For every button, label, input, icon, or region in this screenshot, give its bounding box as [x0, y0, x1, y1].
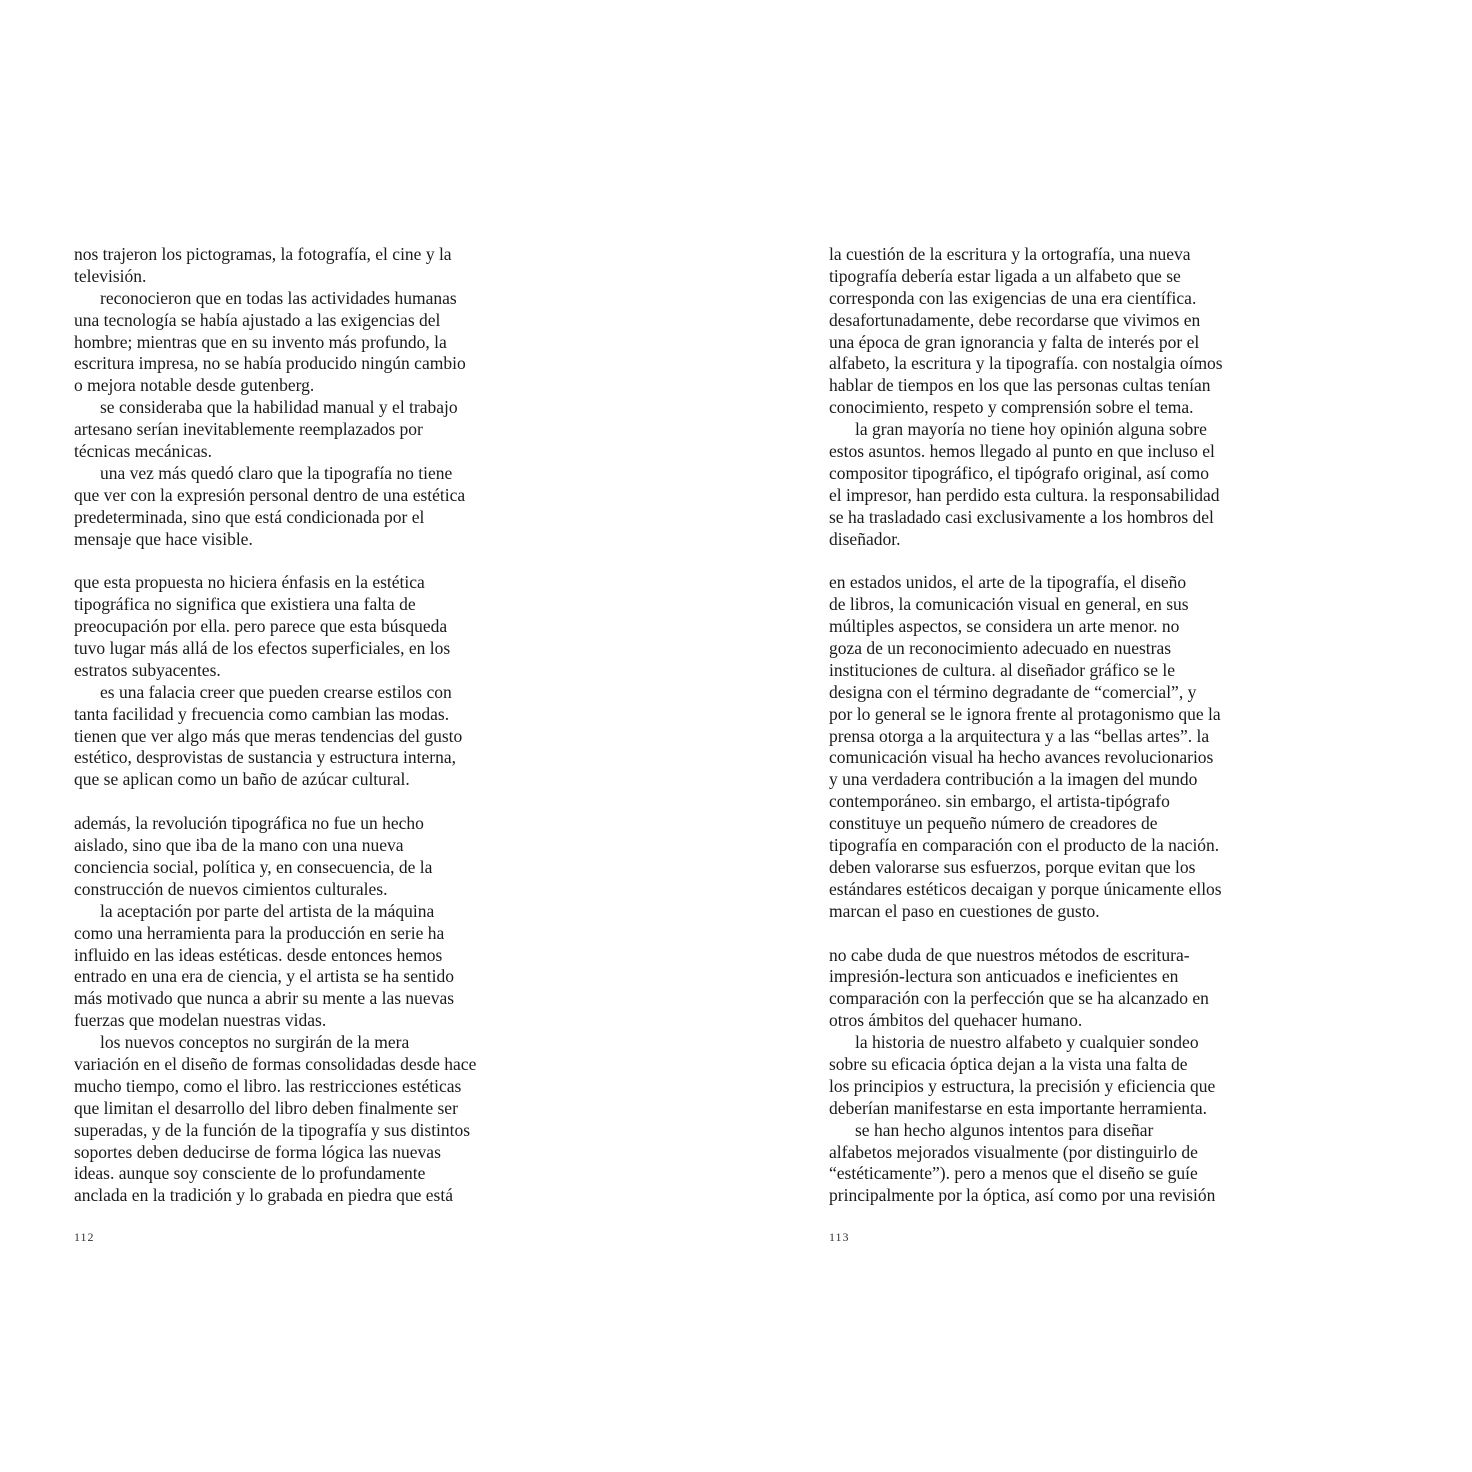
- text-line: tanta facilidad y frecuencia como cambian las modas.: [74, 703, 450, 724]
- text-line: deberían manifestarse en esta importante herramienta.: [829, 1097, 1208, 1118]
- text-line: anclada en la tradición y lo grabada en piedra que está: [74, 1185, 453, 1206]
- text-line: técnicas mecánicas.: [74, 441, 212, 462]
- text-line: tienen que ver algo más que meras tendencias del gusto: [74, 725, 463, 746]
- text-line: influido en las ideas estéticas. desde entonces hemos: [74, 944, 443, 965]
- text-line: o mejora notable desde gutenberg.: [74, 375, 315, 396]
- paragraph-gap: [829, 550, 1309, 572]
- text-line: el impresor, han perdido esta cultura. la responsabilidad: [829, 484, 1220, 505]
- text-line: hablar de tiempos en los que las personas cultas tenían: [829, 375, 1211, 396]
- text-line: los nuevos conceptos no surgirán de la mera: [100, 1032, 410, 1053]
- text-line: conocimiento, respeto y comprensión sobre el tema.: [829, 397, 1194, 418]
- text-line: constituye un pequeño número de creadores de: [829, 813, 1158, 834]
- left-page-text: [74, 244, 554, 1207]
- text-line: sobre su eficacia óptica dejan a la vista una falta de: [829, 1053, 1188, 1074]
- text-line: por lo general se le ignora frente al protagonismo que la: [829, 703, 1221, 724]
- text-line: superadas, y de la función de la tipografía y sus distintos: [74, 1119, 471, 1140]
- text-line: de libros, la comunicación visual en general, en sus: [829, 594, 1189, 615]
- text-line: nos trajeron los pictogramas, la fotografía, el cine y la: [74, 244, 452, 264]
- text-line: alfabeto, la escritura y la tipografía. con nostalgia oímos: [829, 353, 1223, 374]
- text-line: escritura impresa, no se había producido ningún cambio: [74, 353, 466, 374]
- text-line: prensa otorga a la arquitectura y a las “bellas artes”. la: [829, 725, 1210, 746]
- text-line: que se aplican como un baño de azúcar cultural.: [74, 769, 410, 790]
- text-line: como una herramienta para la producción en serie ha: [74, 922, 445, 943]
- text-line: soportes deben deducirse de forma lógica las nuevas: [74, 1141, 441, 1162]
- text-line: “estéticamente”). pero a menos que el diseño se guíe: [829, 1163, 1198, 1184]
- text-line: goza de un reconocimiento adecuado en nuestras: [829, 638, 1172, 659]
- text-line: entrado en una era de ciencia, y el artista se ha sentido: [74, 966, 454, 987]
- text-line: más motivado que nunca a abrir su mente a las nuevas: [74, 988, 455, 1009]
- text-line: impresión-lectura son anticuados e ineficientes en: [829, 966, 1179, 987]
- text-line: compositor tipográfico, el tipógrafo original, así como: [829, 462, 1210, 483]
- text-line: construcción de nuevos cimientos culturales.: [74, 878, 388, 899]
- text-line: una tecnología se había ajustado a las exigencias del: [74, 309, 441, 330]
- paragraph-gap: [74, 550, 554, 572]
- text-line: estándares estéticos decaigan y porque únicamente ellos: [829, 878, 1222, 899]
- text-line: hombre; mientras que en su invento más profundo, la: [74, 331, 447, 352]
- text-line: tipográfica no significa que existiera una falta de: [74, 594, 416, 615]
- text-line: mensaje que hace visible.: [74, 528, 253, 549]
- text-line: otros ámbitos del quehacer humano.: [829, 1010, 1083, 1031]
- text-line: los principios y estructura, la precisión y eficiencia que: [829, 1075, 1216, 1096]
- text-line: tipografía en comparación con el producto de la nación.: [829, 835, 1220, 856]
- text-line: es una falacia creer que pueden crearse estilos con: [100, 681, 452, 702]
- text-line: ideas. aunque soy consciente de lo profundamente: [74, 1163, 426, 1184]
- text-line: que esta propuesta no hiciera énfasis en la estética: [74, 572, 425, 593]
- text-line: fuerzas que modelan nuestras vidas.: [74, 1010, 327, 1031]
- text-line: predeterminada, sino que está condicionada por el: [74, 506, 425, 527]
- text-line: en estados unidos, el arte de la tipografía, el diseño: [829, 572, 1187, 593]
- text-line: estos asuntos. hemos llegado al punto en que incluso el: [829, 441, 1215, 462]
- text-line: designa con el término degradante de “comercial”, y: [829, 681, 1197, 702]
- text-line: estético, desprovistas de sustancia y estructura interna,: [74, 747, 456, 768]
- page-number-right: 113: [829, 1230, 850, 1244]
- text-line: la gran mayoría no tiene hoy opinión alguna sobre: [855, 419, 1207, 440]
- text-line: artesano serían inevitablemente reemplazados por: [74, 419, 423, 440]
- text-line: comunicación visual ha hecho avances revolucionarios: [829, 747, 1214, 768]
- text-line: y una verdadera contribución a la imagen del mundo: [829, 769, 1198, 790]
- text-line: alfabetos mejorados visualmente (por distinguirlo de: [829, 1141, 1198, 1162]
- right-page-text: [829, 244, 1309, 1207]
- text-line: diseñador.: [829, 528, 901, 549]
- text-line: reconocieron que en todas las actividades humanas: [100, 287, 457, 308]
- text-line: desafortunadamente, debe recordarse que vivimos en: [829, 309, 1201, 330]
- text-line: aislado, sino que iba de la mano con una nueva: [74, 835, 404, 856]
- text-line: múltiples aspectos, se considera un arte menor. no: [829, 616, 1180, 637]
- text-line: se ha trasladado casi exclusivamente a los hombros del: [829, 506, 1214, 527]
- text-line: una época de gran ignorancia y falta de interés por el: [829, 331, 1200, 352]
- text-line: la aceptación por parte del artista de la máquina: [100, 900, 435, 921]
- text-line: principalmente por la óptica, así como por una revisión: [829, 1185, 1216, 1206]
- text-line: estratos subyacentes.: [74, 659, 221, 680]
- text-line: que limitan el desarrollo del libro deben finalmente ser: [74, 1097, 458, 1118]
- text-line: preocupación por ella. pero parece que esta búsqueda: [74, 616, 448, 637]
- page-number-left: 112: [74, 1230, 95, 1244]
- text-line: deben valorarse sus esfuerzos, porque evitan que los: [829, 856, 1196, 877]
- text-line: contemporáneo. sin embargo, el artista-tipógrafo: [829, 791, 1170, 812]
- text-line: una vez más quedó claro que la tipografía no tiene: [100, 462, 453, 483]
- text-line: conciencia social, política y, en consecuencia, de la: [74, 856, 433, 877]
- text-line: corresponda con las exigencias de una era científica.: [829, 287, 1197, 308]
- text-line: variación en el diseño de formas consolidadas desde hace: [74, 1053, 477, 1074]
- paragraph-gap: [829, 923, 1309, 945]
- text-line: tipografía debería estar ligada a un alfabeto que se: [829, 265, 1181, 286]
- text-line: la historia de nuestro alfabeto y cualquier sondeo: [855, 1032, 1199, 1053]
- text-line: se consideraba que la habilidad manual y el trabajo: [100, 397, 458, 418]
- text-line: la cuestión de la escritura y la ortografía, una nueva: [829, 244, 1191, 264]
- text-line: que ver con la expresión personal dentro de una estética: [74, 484, 466, 505]
- text-line: mucho tiempo, como el libro. las restricciones estéticas: [74, 1075, 462, 1096]
- text-line: marcan el paso en cuestiones de gusto.: [829, 900, 1100, 921]
- paragraph-gap: [74, 791, 554, 813]
- text-line: televisión.: [74, 265, 147, 286]
- text-line: tuvo lugar más allá de los efectos superficiales, en los: [74, 638, 451, 659]
- text-line: instituciones de cultura. al diseñador gráfico se le: [829, 659, 1175, 680]
- text-line: no cabe duda de que nuestros métodos de escritura-: [829, 944, 1190, 965]
- text-line: comparación con la perfección que se ha alcanzado en: [829, 988, 1209, 1009]
- text-line: se han hecho algunos intentos para diseñar: [855, 1119, 1154, 1140]
- text-line: además, la revolución tipográfica no fue un hecho: [74, 813, 424, 834]
